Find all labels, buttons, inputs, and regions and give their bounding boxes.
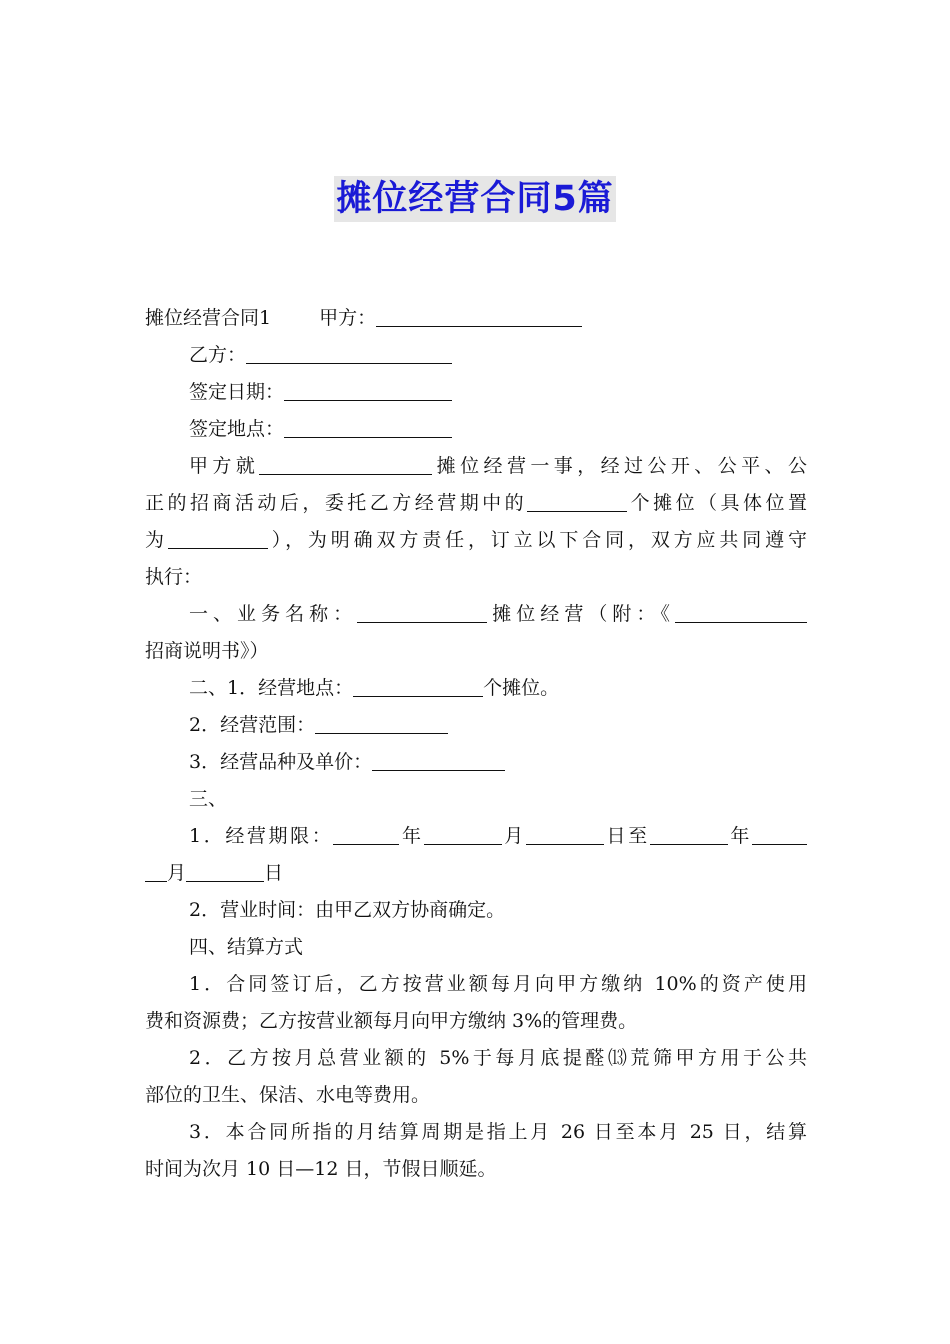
line-section-three	[145, 781, 807, 818]
variety-price-label: 3．经营品种及单价：	[189, 751, 373, 773]
preamble-blank-1	[259, 452, 432, 475]
section-four-heading: 四、结算方式	[189, 936, 304, 958]
term-text: 月	[167, 862, 187, 884]
line-preamble-1	[145, 448, 807, 485]
settlement-text: 1．合同签订后，乙方按营业额每月向甲方缴纳 10%的资产使用	[189, 973, 807, 995]
line-business-name	[145, 596, 807, 633]
preamble-text: 甲方就	[189, 455, 260, 477]
party-b-label: 乙方：	[189, 344, 247, 366]
party-a-blank	[376, 304, 582, 327]
term-year-blank-1	[333, 822, 399, 845]
hours-text: 2．营业时间：由甲乙双方协商确定。	[189, 899, 506, 921]
term-label: 1．经营期限：	[189, 825, 334, 847]
preamble-text: 个摊位（具体位置	[627, 492, 807, 514]
line-settlement-3b	[145, 1151, 807, 1188]
location-label: 二、1．经营地点：	[189, 677, 354, 699]
preamble-text: 为	[145, 529, 168, 551]
line-term	[145, 818, 807, 855]
line-preamble-3	[145, 522, 807, 559]
attachment-blank	[675, 600, 807, 623]
line-contract-no-party-a	[145, 300, 807, 337]
preamble-text: 正的招商活动后，委托乙方经营期中的	[145, 492, 528, 514]
line-party-b	[145, 337, 807, 374]
term-month-blank-1	[424, 822, 502, 845]
line-hours	[145, 892, 807, 929]
title-area	[0, 176, 950, 222]
term-month-blank-2b	[145, 859, 167, 882]
business-name-label: 一、业务名称：	[189, 603, 358, 625]
line-settlement-1a	[145, 966, 807, 1003]
section-three-heading: 三、	[189, 788, 228, 810]
term-day-blank-1	[526, 822, 604, 845]
term-year-blank-2	[650, 822, 728, 845]
business-name-blank	[357, 600, 487, 623]
line-settlement-1b	[145, 1003, 807, 1040]
scope-blank	[315, 711, 448, 734]
location-text: 个摊位。	[483, 677, 560, 699]
preamble-blank-3	[168, 526, 268, 549]
line-settlement-2b	[145, 1077, 807, 1114]
settlement-text: 2．乙方按月总营业额的 5%于每月底提醛⒀荒筛甲方用于公共	[189, 1047, 807, 1069]
line-variety-price	[145, 744, 807, 781]
settlement-text: 部位的卫生、保洁、水电等费用。	[145, 1084, 431, 1106]
party-a-label: 甲方：	[319, 307, 377, 329]
sign-place-label: 签定地点：	[189, 418, 285, 440]
term-text: 日	[264, 862, 284, 884]
sign-place-blank	[284, 415, 452, 438]
term-text: 年	[727, 825, 752, 847]
line-sign-date	[145, 374, 807, 411]
contract-body	[145, 300, 807, 1188]
location-blank	[353, 674, 483, 697]
line-scope	[145, 707, 807, 744]
line-section-four	[145, 929, 807, 966]
sign-date-label: 签定日期：	[189, 381, 285, 403]
document-title: 摊位经营合同5篇	[334, 176, 615, 222]
term-text: 月	[501, 825, 526, 847]
settlement-text: 3．本合同所指的月结算周期是指上月 26 日至本月 25 日，结算	[189, 1121, 807, 1143]
preamble-text: ），为明确双方责任，订立以下合同，双方应共同遵守	[267, 529, 807, 551]
party-b-blank	[246, 341, 452, 364]
line-location	[145, 670, 807, 707]
line-settlement-2a	[145, 1040, 807, 1077]
term-text: 日至	[603, 825, 650, 847]
settlement-text: 费和资源费；乙方按营业额每月向甲方缴纳 3%的管理费。	[145, 1010, 638, 1032]
attachment-text: 招商说明书》）	[145, 640, 269, 662]
term-day-blank-2	[186, 859, 264, 882]
settlement-text: 时间为次月 10 日—12 日，节假日顺延。	[145, 1158, 497, 1180]
line-sign-place	[145, 411, 807, 448]
line-business-name-cont	[145, 633, 807, 670]
variety-price-blank	[372, 748, 505, 771]
line-preamble-4	[145, 559, 807, 596]
term-text: 年	[399, 825, 424, 847]
line-term-cont	[145, 855, 807, 892]
sign-date-blank	[284, 378, 452, 401]
line-settlement-3a	[145, 1114, 807, 1151]
preamble-text: 摊位经营一事，经过公开、公平、公	[432, 455, 807, 477]
scope-label: 2．经营范围：	[189, 714, 316, 736]
preamble-blank-2	[527, 489, 627, 512]
line-preamble-2	[145, 485, 807, 522]
business-name-text: 摊位经营（附：《	[487, 603, 675, 625]
preamble-text: 执行：	[145, 566, 203, 588]
term-month-blank-2a	[752, 822, 807, 845]
contract-heading: 摊位经营合同1	[145, 307, 272, 329]
